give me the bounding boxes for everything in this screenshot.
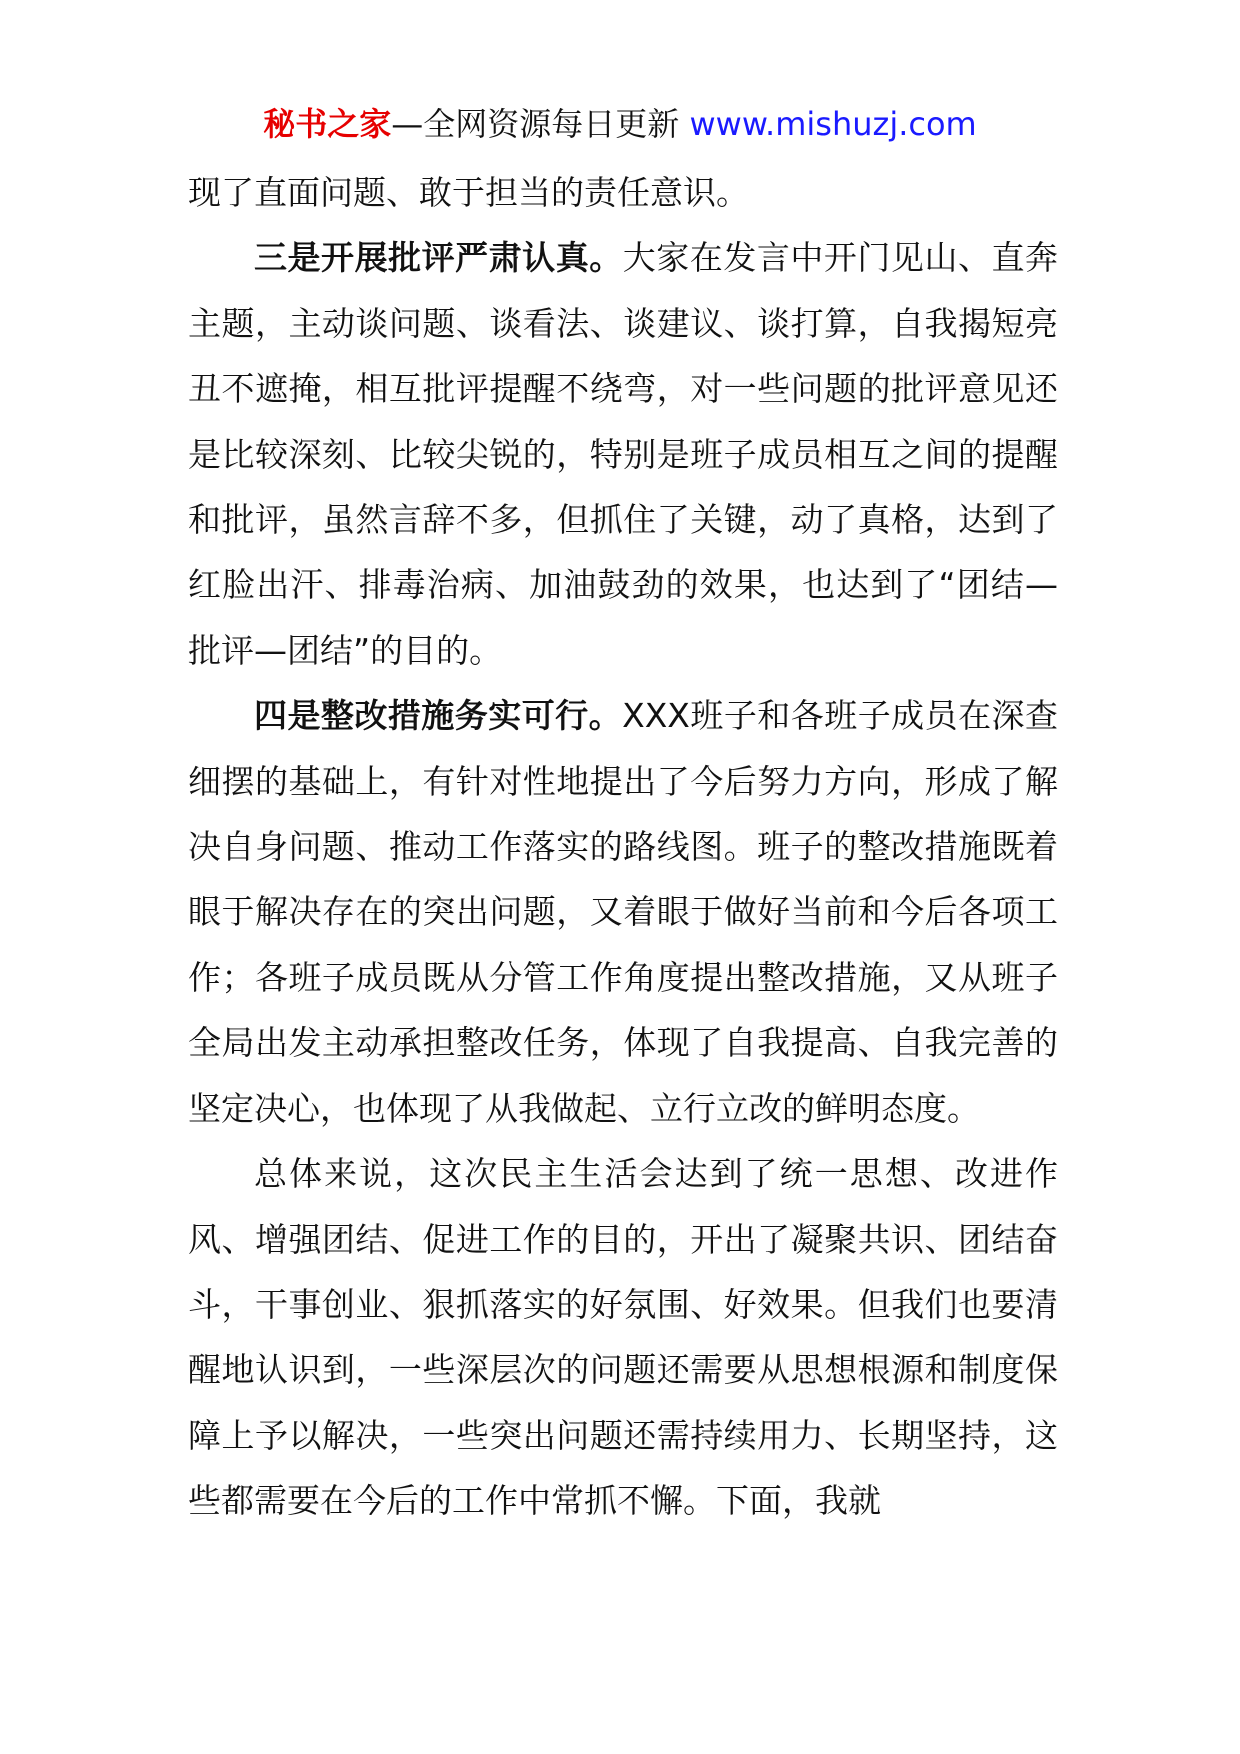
document-body bbox=[188, 160, 1058, 1534]
paragraph-lead: 四是整改措施务实可行。 bbox=[254, 696, 623, 736]
paragraph-text: XXX班子和各班子成员在深查细摆的基础上，有针对性地提出了今后努力方向，形成了解决自身问题、推动工作落实的路线图。班子的整改措施既着眼于解决存在的突出问题，又着眼于做好当前和今后各项工作；各班子成员既从分管工作角度提出整改措施，又从班子全局出发主动承担整改任务，体现了自我提高、自我完善的坚定决心，也体现了从我做起、立行立改的鲜明态度。 bbox=[188, 696, 1059, 1128]
paragraph-text: 总体来说，这次民主生活会达到了统一思想、改进作风、增强团结、促进工作的目的，开出了凝聚共识、团结奋斗，干事创业、狠抓落实的好氛围、好效果。但我们也要清醒地认识到，一些深层次的问题还需要从思想根源和制度保障上予以解决，一些突出问题还需持续用力、长期坚持，这些都需要在今后的工作中常抓不懈。下面，我就 bbox=[188, 1154, 1058, 1521]
paragraph-summary bbox=[188, 1141, 1058, 1533]
brand-name: 秘书之家 bbox=[263, 105, 392, 143]
paragraph-continuation bbox=[188, 160, 1058, 225]
paragraph-criticism bbox=[188, 225, 1058, 683]
site-url-link[interactable]: www.mishuzj.com bbox=[689, 105, 977, 143]
paragraph-text: 现了直面问题、敢于担当的责任意识。 bbox=[188, 173, 749, 212]
site-header bbox=[0, 98, 1240, 150]
paragraph-rectification bbox=[188, 683, 1058, 1141]
paragraph-lead: 三是开展批评严肃认真。 bbox=[254, 238, 623, 278]
paragraph-text: 大家在发言中开门见山、直奔主题，主动谈问题、谈看法、谈建议、谈打算，自我揭短亮丑不遮掩，相互批评提醒不绕弯，对一些问题的批评意见还是比较深刻、比较尖锐的，特别是班子成员相互之间的提醒和批评，虽然言辞不多，但抓住了关键，动了真格，达到了红脸出汗、排毒治病、加油鼓劲的效果，也达到了“团结—批评—团结”的目的。 bbox=[188, 238, 1059, 670]
header-tagline: —全网资源每日更新 bbox=[391, 105, 680, 143]
